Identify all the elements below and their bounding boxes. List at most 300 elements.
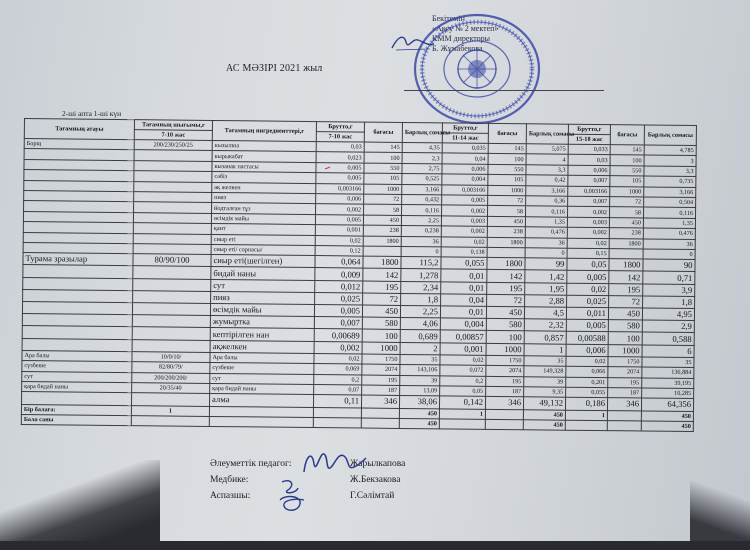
cell-p3: 72 (609, 295, 643, 308)
cell-b2: 0,004 (440, 318, 486, 331)
cell-ing: жумыртка (210, 316, 314, 329)
cell-b3: 0,186 (565, 398, 607, 411)
cell-p3: 195 (608, 377, 642, 388)
cell-b2: 0,02 (441, 236, 487, 247)
cell-b1: 0,00689 (314, 329, 362, 342)
cell-s3: 1,8 (643, 296, 695, 309)
cell-dish: сүзбеше (22, 361, 132, 373)
cell-p1: 195 (363, 281, 401, 294)
cell-ing: сут (210, 373, 314, 384)
cell-s2: 1 (524, 343, 566, 356)
cell-p2: 100 (488, 154, 526, 165)
cell-b3: 0,007 (568, 175, 610, 186)
cell-out: 80/90/100 (133, 254, 211, 267)
col-price-3: бағасы (610, 125, 644, 145)
cell-b1: 0,12 (315, 245, 363, 256)
col-age-11-14: 11-14 жас (442, 133, 488, 143)
cell-ing: сиыр еті(шегілген) (211, 255, 315, 268)
cell-b1: 0,005 (314, 305, 362, 318)
footer-role: Әлеуметтік педагог: (210, 459, 292, 469)
cell-s3: 136,884 (642, 367, 694, 378)
cell-s1: 2,25 (400, 306, 440, 319)
cell-s1: 115,2 (401, 257, 441, 270)
cell-dish (23, 289, 133, 302)
cell-ing: ақ желкен (212, 182, 316, 193)
cell-p2: 72 (487, 294, 525, 307)
cell-dish (22, 302, 132, 315)
cell-p1: 58 (364, 204, 402, 215)
cell-p3: 58 (609, 207, 643, 218)
cell-b1: 0,03 (316, 142, 364, 153)
cell-p3: 72 (610, 197, 644, 208)
cell-s2: 36 (525, 237, 567, 248)
cell-b1: 0,005 (316, 173, 364, 184)
cell-p3: 100 (608, 332, 642, 345)
cell-s2: 1,35 (525, 216, 567, 227)
approval-line: КММ директоры (432, 34, 491, 43)
cell-p3: 195 (609, 283, 643, 296)
cell-b2: 0,035 (442, 143, 488, 154)
cell-dish: қара бидай наны (22, 381, 132, 393)
cell-p1: 1800 (363, 236, 401, 247)
cell-s3: 10,285 (642, 388, 694, 399)
cell-p2: 187 (486, 386, 524, 397)
cell-ing: пияз (211, 291, 315, 304)
cell-b1: 0,003166 (316, 183, 364, 194)
cell-dish (22, 338, 132, 351)
cell-b2: 0,142 (439, 396, 485, 409)
cell-ing: сәбіз (212, 172, 316, 183)
cell-s1: 0,116 (402, 205, 442, 216)
cell-dish: Борщ (24, 139, 134, 151)
cell-out: 200/230/250/25 (134, 140, 212, 151)
cell-b3: 0,033 (568, 144, 610, 155)
cell-b3: 0,05 (567, 258, 609, 271)
photo-shadow (0, 460, 160, 550)
cell-p3: 450 (608, 308, 642, 321)
cell-b3: 0,02 (566, 356, 608, 367)
cell-b2: 0,138 (441, 247, 487, 258)
cell-ing: сүзбеше (210, 363, 314, 374)
cell-s3: 36 (643, 239, 695, 250)
cell-s2: 2,32 (524, 319, 566, 332)
cell-p1: 142 (363, 269, 401, 282)
cell-p1: 346 (361, 395, 399, 408)
cell-b2: 0,003166 (442, 184, 488, 195)
col-sum-3: Барлық сомасы (644, 125, 696, 146)
cell-s1: 0,432 (402, 194, 442, 205)
cell-s2: 3,3 (526, 165, 568, 176)
signature-line (404, 90, 604, 91)
photo-shadow (690, 470, 750, 550)
pedagogue-signature (300, 446, 370, 480)
cell-b3: 0,025 (567, 295, 609, 308)
col-sum-2: Барлық сомасы (526, 124, 568, 144)
cell-p2: 58 (487, 206, 525, 217)
cell-s1: 35 (400, 354, 440, 365)
cell-p2: 450 (487, 216, 525, 227)
cell-b1: 0,009 (315, 268, 363, 281)
cell-b2: 0,05 (440, 386, 486, 397)
total-s3: 450 (641, 421, 693, 432)
total-b2 (439, 419, 485, 430)
col-price-2: бағасы (488, 123, 526, 143)
cell-s3: 0 (643, 249, 695, 260)
cell-b2: 0,01 (440, 306, 486, 319)
cell-b1: 0,002 (316, 204, 364, 215)
cell-s3: 0,588 (642, 332, 694, 345)
cell-s2: 0,116 (525, 206, 567, 217)
cell-b2: 0,01 (441, 269, 487, 282)
total-b1 (313, 407, 361, 418)
cell-b2: 0,072 (440, 365, 486, 376)
footer-name: Жарылкапова (350, 459, 406, 469)
menu-table (21, 118, 697, 432)
cell-out (132, 303, 210, 316)
cell-b3: 0,201 (566, 377, 608, 388)
cell-p2: 2074 (486, 366, 524, 377)
total-p2 (485, 409, 523, 420)
cell-p1: 238 (363, 225, 401, 236)
cell-dish: сут (22, 371, 132, 383)
cell-b2: 0,006 (442, 164, 488, 175)
col-dish: Тағамның атауы (24, 119, 134, 140)
cell-out (132, 339, 210, 352)
cell-s1: 2,3 (402, 153, 442, 164)
cell-ing: қант (211, 224, 315, 235)
cell-ing: йодталған тұз (212, 203, 316, 214)
footer-role: Медбике: (210, 475, 249, 485)
total-p2 (485, 419, 523, 430)
cell-s1: 0,689 (400, 330, 440, 343)
cell-s1: 36 (401, 236, 441, 247)
cell-p1: 450 (362, 305, 400, 318)
cell-p3: 346 (607, 398, 641, 411)
total-dish: Бала саны (21, 414, 131, 426)
cell-s2: 0 (525, 248, 567, 259)
cell-b3: 0,00588 (566, 332, 608, 345)
cell-s2: 1,95 (525, 282, 567, 295)
cell-s1: 1,8 (401, 293, 441, 306)
cell-p2: 1800 (487, 258, 525, 271)
director-signature (388, 30, 438, 54)
cell-s1: 2 (400, 342, 440, 355)
cell-s3: 3,3 (644, 166, 696, 177)
cell-p2: 100 (486, 331, 524, 344)
total-b3: 1 (565, 410, 607, 421)
cell-p3: 1750 (608, 356, 642, 367)
cell-ing: сиыр еті/ сорпасы/ (211, 244, 315, 255)
cell-b2: 0,001 (440, 342, 486, 355)
cell-s1: 0,238 (401, 226, 441, 237)
col-age-15-18: 15-18 жас (568, 134, 610, 144)
nurse-cook-signature (276, 476, 310, 516)
total-p3 (607, 410, 641, 421)
cell-b3: 0,006 (566, 344, 608, 357)
cell-b3: 0,005 (567, 271, 609, 284)
cell-b2: 0,01 (441, 282, 487, 295)
cell-out (133, 278, 211, 291)
total-out: 1 (131, 405, 209, 416)
cell-dish: Турама зразылар (23, 253, 133, 266)
total-s3: 450 (641, 411, 693, 422)
approval-line: Б. Жұмабекова (432, 44, 483, 53)
cell-s1: 3,166 (402, 184, 442, 195)
cell-out (132, 315, 210, 328)
cell-b1: 0,069 (314, 364, 362, 375)
cell-p3: 2074 (608, 367, 642, 378)
cell-b1: 0,02 (315, 235, 363, 246)
cell-b1: 0,064 (315, 256, 363, 269)
cell-p1: 195 (362, 375, 400, 386)
cell-b2: 0,004 (442, 174, 488, 185)
cell-ing: сут (211, 279, 315, 292)
cell-s3: 39,195 (642, 378, 694, 389)
cell-b3: 0,003166 (568, 186, 610, 197)
cell-p1: 72 (364, 194, 402, 205)
total-b1 (313, 417, 361, 428)
cell-p1: 1000 (364, 184, 402, 195)
page-title: АС МӘЗІРІ 2021 жыл (226, 63, 323, 74)
cell-b3: 0,011 (566, 307, 608, 320)
col-brutto-3: Брутто,г (568, 124, 610, 134)
cell-b2: 0,2 (440, 375, 486, 386)
cell-p1: 2074 (362, 364, 400, 375)
cell-b1: 0,002 (314, 341, 362, 354)
cell-p1: 1000 (362, 342, 400, 355)
cell-b3: 0,02 (567, 283, 609, 296)
cell-out (132, 327, 210, 340)
cell-s1: 2,75 (402, 163, 442, 174)
cell-b2: 0,002 (441, 226, 487, 237)
cell-p2: 195 (487, 282, 525, 295)
cell-s3: 0,116 (643, 207, 695, 218)
footer-name: Г.Сәлімтай (350, 491, 395, 501)
cell-ing: бидай наны (211, 267, 315, 280)
cell-p2: 1800 (487, 237, 525, 248)
total-s1: 450 (399, 418, 439, 429)
total-s2: 450 (523, 420, 565, 431)
cell-s2: 0,476 (525, 227, 567, 238)
cell-s3: 4,95 (642, 308, 694, 321)
cell-ing: өсімдік майы (211, 213, 315, 224)
cell-dish (22, 392, 132, 405)
cell-p3: 187 (608, 388, 642, 399)
total-dish: Бір балаға: (21, 404, 131, 416)
cell-out: 10/0/10/ (132, 351, 210, 362)
cell-b3: 0,02 (567, 238, 609, 249)
cell-b2: 0,00857 (440, 330, 486, 343)
total-p1 (361, 408, 399, 419)
cell-p1 (363, 246, 401, 257)
cell-s2: 2,88 (525, 295, 567, 308)
cell-b1: 0,005 (315, 214, 363, 225)
cell-s2: 149,328 (524, 366, 566, 377)
cell-b1: 0,012 (315, 280, 363, 293)
cell-ing: Ара балы (210, 352, 314, 363)
cell-s1: 38,06 (399, 396, 439, 409)
cell-p2 (487, 247, 525, 258)
cell-p3: 1000 (610, 186, 644, 197)
cell-p1: 1800 (363, 256, 401, 269)
menu-table-body (21, 139, 696, 432)
cell-s1: 143,106 (400, 365, 440, 376)
cell-p1: 100 (362, 329, 400, 342)
cell-p1: 145 (364, 142, 402, 153)
cell-s2: 39 (524, 376, 566, 387)
cell-p3: 450 (609, 217, 643, 228)
cell-p3: 550 (610, 165, 644, 176)
cell-s3: 4,785 (644, 145, 696, 156)
cell-b1: 0,025 (315, 292, 363, 305)
cell-p1: 450 (363, 215, 401, 226)
approval-line: «Ақсу № 2 мектеп» (432, 24, 499, 33)
cell-s2: 5,075 (526, 144, 568, 155)
cell-b3: 0,003 (567, 217, 609, 228)
cell-s2: 3,166 (526, 185, 568, 196)
col-ingredients: Тағамның ингредиенттері,г (212, 120, 316, 141)
cell-out: 20/35/40 (132, 383, 210, 394)
cell-ing: ақжелкен (210, 340, 314, 353)
cell-p3: 580 (608, 320, 642, 333)
cell-s3: 1,35 (643, 218, 695, 229)
cell-s2: 9,35 (524, 387, 566, 398)
cell-ing: қара бидай наны (210, 383, 314, 394)
cell-p2: 550 (488, 164, 526, 175)
cell-p3 (609, 249, 643, 260)
cell-s3: 3,166 (644, 187, 696, 198)
cell-dish (23, 277, 133, 290)
cell-p2: 195 (486, 376, 524, 387)
col-price-1: бағасы (364, 122, 402, 142)
cell-s3: 2,9 (642, 320, 694, 333)
total-s2: 450 (523, 409, 565, 420)
cell-b2: 0,02 (440, 355, 486, 366)
cell-s1: 2,25 (401, 215, 441, 226)
approval-line: Бекітемін (432, 14, 465, 23)
cell-ing: пияз (212, 192, 316, 203)
cell-p1: 72 (363, 293, 401, 306)
cell-b1: 0,007 (314, 317, 362, 330)
cell-s1: 2,34 (401, 281, 441, 294)
cell-p2: 105 (488, 175, 526, 186)
cell-b1: 0,023 (316, 152, 364, 163)
cell-dish (22, 326, 132, 339)
cell-p3: 142 (609, 271, 643, 284)
cell-s3: 0,71 (643, 271, 695, 284)
cell-b2: 0,04 (442, 153, 488, 164)
cell-ing: кызылша (212, 140, 316, 151)
cell-p3: 1800 (609, 259, 643, 272)
cell-b2: 0,005 (442, 195, 488, 206)
cell-b2: 0,055 (441, 257, 487, 270)
cell-b1: 0,11 (313, 395, 361, 408)
cell-p3: 1000 (608, 344, 642, 357)
cell-dish (23, 265, 133, 278)
cell-ing: кептірілген нан (210, 328, 314, 341)
cell-b3: 0,007 (568, 196, 610, 207)
cell-b3: 0,002 (567, 227, 609, 238)
cell-p1: 105 (364, 173, 402, 184)
cell-b2: 0,003 (441, 216, 487, 227)
cell-s1: 0,525 (402, 174, 442, 185)
cell-s3: 3,9 (643, 284, 695, 297)
cell-b3: 0,002 (567, 207, 609, 218)
cell-out (133, 266, 211, 279)
cell-out: 82/80/79/ (132, 362, 210, 373)
total-p1 (361, 418, 399, 429)
cell-b2: 0,002 (442, 205, 488, 216)
cell-s2: 4,5 (524, 307, 566, 320)
total-b2: 1 (439, 408, 485, 419)
col-brutto-2: Брутто,г (442, 123, 488, 133)
week-day-label: 2-ші апта 1-ші күн (62, 109, 122, 118)
cell-dish (22, 314, 132, 327)
footer-role: Аспазшы: (210, 491, 251, 501)
cell-ing: алма (209, 394, 313, 407)
cell-p2: 1000 (488, 185, 526, 196)
cell-p1: 550 (364, 163, 402, 174)
cell-p2: 580 (486, 319, 524, 332)
cell-p2: 346 (485, 397, 523, 410)
cell-s2: 0,42 (526, 175, 568, 186)
cell-p2: 1750 (486, 355, 524, 366)
cell-s1: 0 (401, 246, 441, 257)
cell-ing: кызанак пастасы (212, 161, 316, 172)
cell-b3: 0,006 (568, 165, 610, 176)
cell-p2: 145 (488, 143, 526, 154)
cell-s2: 0,36 (526, 196, 568, 207)
col-age-7-10: 7-10 жас (134, 130, 212, 141)
total-s1: 450 (399, 408, 439, 419)
cell-s2: 0,857 (524, 331, 566, 344)
cell-s2: 1,42 (525, 270, 567, 283)
cell-out: 200/200/200/ (132, 372, 210, 383)
cell-s1: 1,278 (401, 269, 441, 282)
cell-b1: 0,02 (314, 353, 362, 364)
cell-p2: 1000 (486, 343, 524, 356)
cell-s3: 0,735 (644, 176, 696, 187)
cell-s3: 0,504 (644, 197, 696, 208)
cell-b3: 0,15 (567, 248, 609, 259)
cell-s3: 0,476 (643, 228, 695, 239)
cell-out (133, 291, 211, 304)
total-p3 (607, 421, 641, 432)
cell-s2: 49,132 (523, 397, 565, 410)
cell-dish: Ара балы (22, 350, 132, 362)
cell-p1: 100 (364, 152, 402, 163)
cell-p3: 105 (610, 176, 644, 187)
cell-s1: 4,06 (400, 318, 440, 331)
cell-s3: 64,356 (641, 398, 693, 411)
cell-s3: 35 (642, 357, 694, 368)
cell-p3: 238 (609, 228, 643, 239)
cell-p2: 72 (488, 195, 526, 206)
cell-b3: 0,03 (568, 155, 610, 166)
cell-b1: 0,006 (316, 194, 364, 205)
cell-p2: 450 (486, 306, 524, 319)
cell-b1: 0,005 (316, 162, 364, 173)
cell-s1: 13,09 (400, 385, 440, 396)
cell-b2: 0,04 (441, 294, 487, 307)
cell-p3: 145 (610, 145, 644, 156)
cell-s3: 3 (644, 155, 696, 166)
cell-ing: сиыр еті (211, 234, 315, 245)
cell-ing: кырыкабат (212, 151, 316, 162)
cell-b3: 0,066 (566, 366, 608, 377)
cell-s1: 39 (400, 375, 440, 386)
cell-p1: 580 (362, 317, 400, 330)
